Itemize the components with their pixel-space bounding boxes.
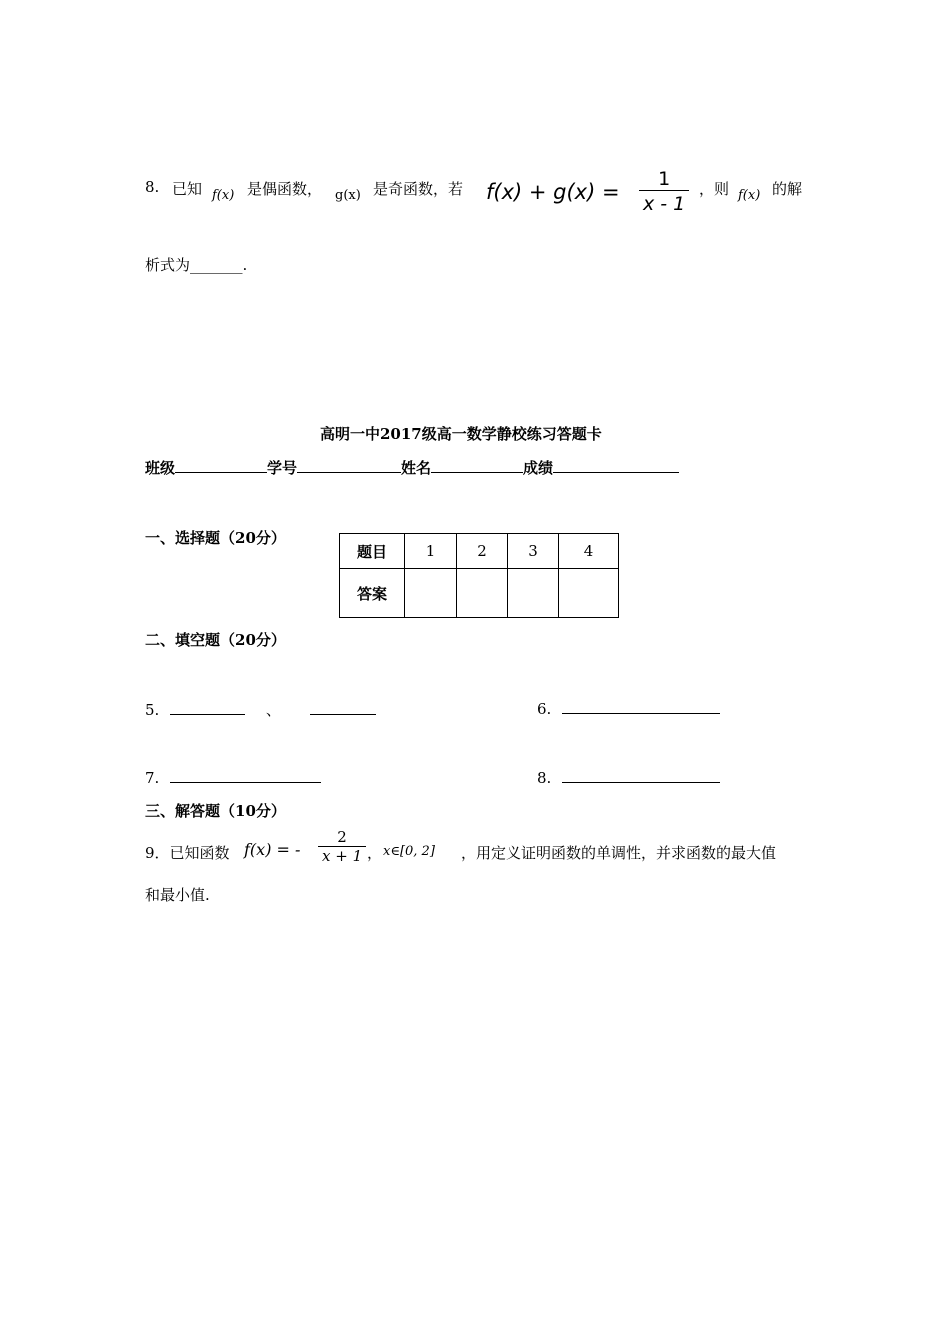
blank-6-row (537, 699, 720, 718)
q9-domain: x∈[0, 2] (383, 844, 435, 859)
q8-fx: f(x) (212, 188, 235, 203)
blank-5-row (145, 699, 376, 720)
field-class-label: 班级 (145, 459, 176, 477)
field-class-blank[interactable] (175, 458, 267, 473)
q9-function: f(x) = - (244, 840, 301, 859)
q8-equation-lhs: f(x) + g(x) = (486, 180, 620, 204)
table-row-label: 答案 (340, 569, 405, 618)
answer-cell-2[interactable] (457, 569, 508, 618)
q9-text-3: ，用定义证明函数的单调性，并求函数的最大值 (461, 844, 777, 862)
q9-fraction-denominator: x + 1 (318, 846, 366, 865)
table-header-4: 4 (559, 534, 619, 569)
q9-fraction-numerator: 2 (337, 828, 347, 846)
blank-5b[interactable] (310, 700, 376, 715)
q9-fraction (318, 828, 366, 865)
answer-cell-4[interactable] (559, 569, 619, 618)
field-score-blank[interactable] (553, 458, 679, 473)
q8-text-1: 已知 (172, 180, 203, 198)
field-id-blank[interactable] (297, 458, 401, 473)
blank-5-number: 5. (145, 701, 160, 719)
table-header-label: 题目 (340, 534, 405, 569)
table-header-2: 2 (457, 534, 508, 569)
q8-text-4: ，则 (699, 180, 730, 198)
q8-equation-fraction (639, 168, 689, 215)
card-title: 高明一中2017级高一数学静校练习答题卡 (320, 425, 602, 443)
answer-cell-3[interactable] (508, 569, 559, 618)
table-header-1: 1 (405, 534, 457, 569)
q9-line2: 和最小值. (145, 886, 210, 904)
q8-fraction-denominator: x - 1 (639, 190, 689, 215)
blank-7-row (145, 768, 321, 787)
field-id-label: 学号 (267, 459, 298, 477)
field-name-blank[interactable] (431, 458, 523, 473)
q8-fx-2: f(x) (738, 188, 761, 203)
q8-number: 8. (145, 178, 160, 196)
answer-cell-1[interactable] (405, 569, 457, 618)
q8-text-5: 的解 (772, 180, 803, 198)
field-name-label: 姓名 (401, 459, 432, 477)
blank-7[interactable] (170, 768, 321, 783)
q9-line1 (145, 826, 825, 874)
blank-6-number: 6. (537, 700, 552, 718)
q9-text-1: 9．已知函数 (145, 844, 230, 862)
q8-fraction-numerator: 1 (658, 168, 671, 190)
blank-5-separator: 、 (265, 701, 281, 719)
field-score-label: 成绩 (523, 459, 554, 477)
q8-text-3: 是奇函数，若 (373, 180, 464, 198)
card-info-line (145, 457, 679, 478)
blank-8[interactable] (562, 768, 720, 783)
blank-5a[interactable] (170, 700, 245, 715)
section3-title: 三、解答题（10分） (145, 802, 286, 820)
section2-title: 二、填空题（20分） (145, 631, 286, 649)
blank-8-number: 8. (537, 769, 552, 787)
blank-8-row (537, 768, 720, 787)
q8-line2: 析式为_______. (145, 256, 248, 274)
table-header-3: 3 (508, 534, 559, 569)
q9-text-2: ， (367, 844, 383, 862)
q8-text-2: 是偶函数， (247, 180, 323, 198)
answer-table (339, 533, 619, 618)
q8-gx: g(x) (335, 188, 361, 203)
section1-title: 一、选择题（20分） (145, 529, 286, 547)
blank-7-number: 7. (145, 769, 160, 787)
blank-6[interactable] (562, 699, 720, 714)
